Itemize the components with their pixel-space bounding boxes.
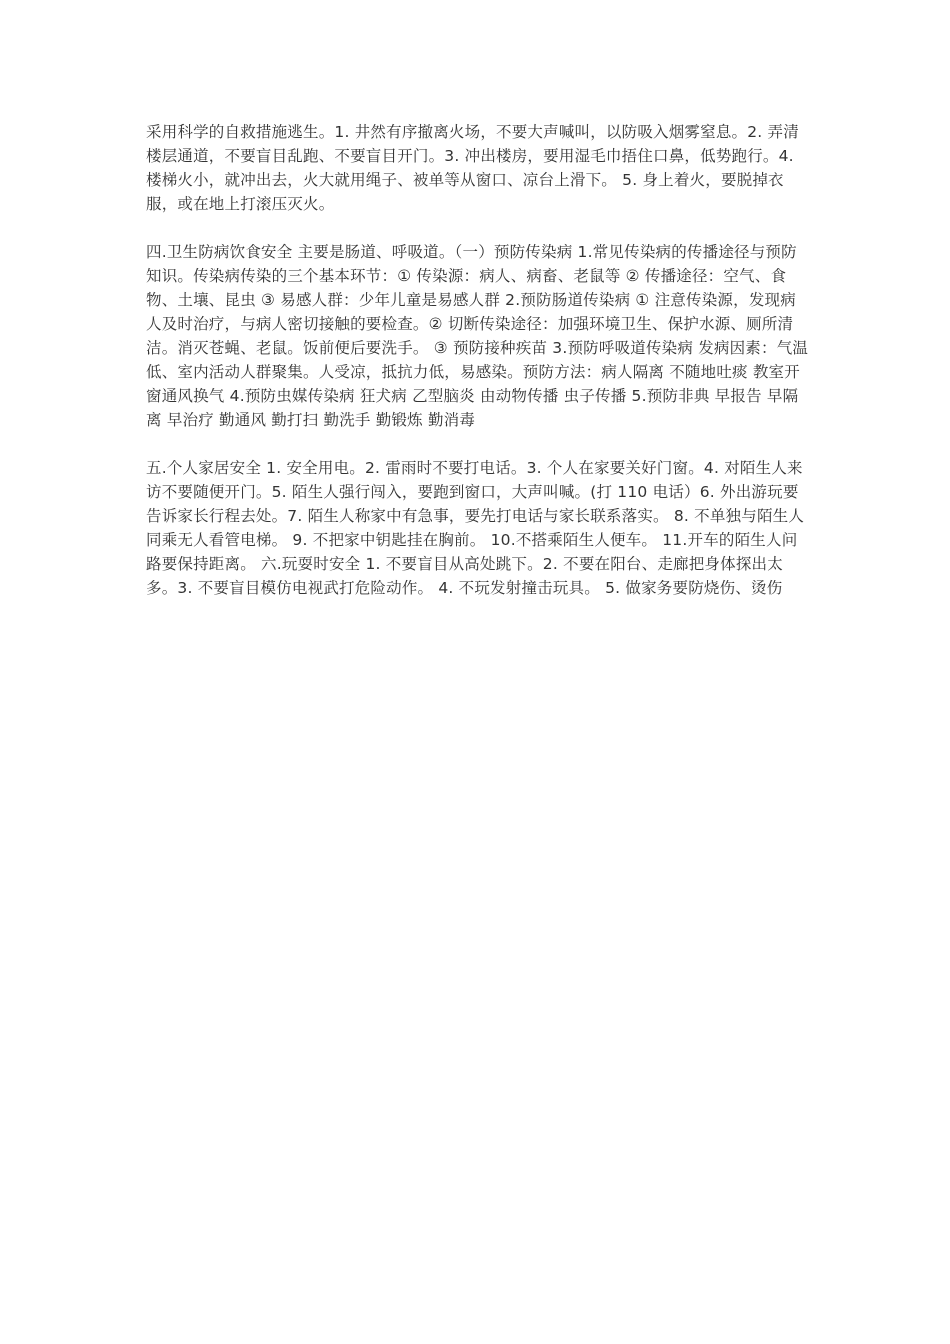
paragraph-disease-prevention: 四.卫生防病饮食安全 主要是肠道、呼吸道。（一）预防传染病 1.常见传染病的传播途径与预防知识。传染病传染的三个基本环节：① 传染源：病人、病畜、老鼠等 ② 传播途径：空气、食物、土壤、昆虫 ③ 易感人群：少年儿童是易感人群 2.预防肠道传染病 ① 注意传染源，发现病人及时治疗，与病人密切接触的要检查。② 切断传染途径：加强环境卫生、保护水源、厕所清洁。消灭苍蝇、老鼠。饭前便后要洗手。 ③ 预防接种疾苗 3.预防呼吸道传染病 发病因素：气温低、室内活动人群聚集。人受凉，抵抗力低，易感染。预防方法：病人隔离 不随地吐痰 教室开窗通风换气 4.预防虫媒传染病 狂犬病 乙型脑炎 由动物传播 虫子传播 5.预防非典 早报告 早隔离 早治疗 勤通风 勤打扫 勤洗手 勤锻炼 勤消毒 [146,243,809,429]
document-body [146,120,810,600]
paragraph-fire-escape: 采用科学的自救措施逃生。1. 井然有序撤离火场，不要大声喊叫，以防吸入烟雾窒息。2. 弄清楼层通道，不要盲目乱跑、不要盲目开门。3. 冲出楼房，要用湿毛巾捂住口鼻，低势跑行。4. 楼梯火小，就冲出去，火大就用绳子、被单等从窗口、凉台上滑下。 5. 身上着火，要脱掉衣服，或在地上打滚压灭火。 [146,123,799,213]
paragraph-home-safety: 五.个人家居安全 1. 安全用电。2. 雷雨时不要打电话。3. 个人在家要关好门窗。4. 对陌生人来访不要随便开门。5. 陌生人强行闯入，要跑到窗口，大声叫喊。(打 110 电话）6. 外出游玩要告诉家长行程去处。7. 陌生人称家中有急事，要先打电话与家长联系落实。 8. 不单独与陌生人同乘无人看管电梯。 9. 不把家中钥匙挂在胸前。 10.不搭乘陌生人便车。 11.开车的陌生人问路要保持距离。 六.玩耍时安全 1. 不要盲目从高处跳下。2. 不要在阳台、走廊把身体探出太多。3. 不要盲目模仿电视武打危险动作。 4. 不玩发射撞击玩具。 5. 做家务要防烧伤、烫伤 [146,459,805,597]
